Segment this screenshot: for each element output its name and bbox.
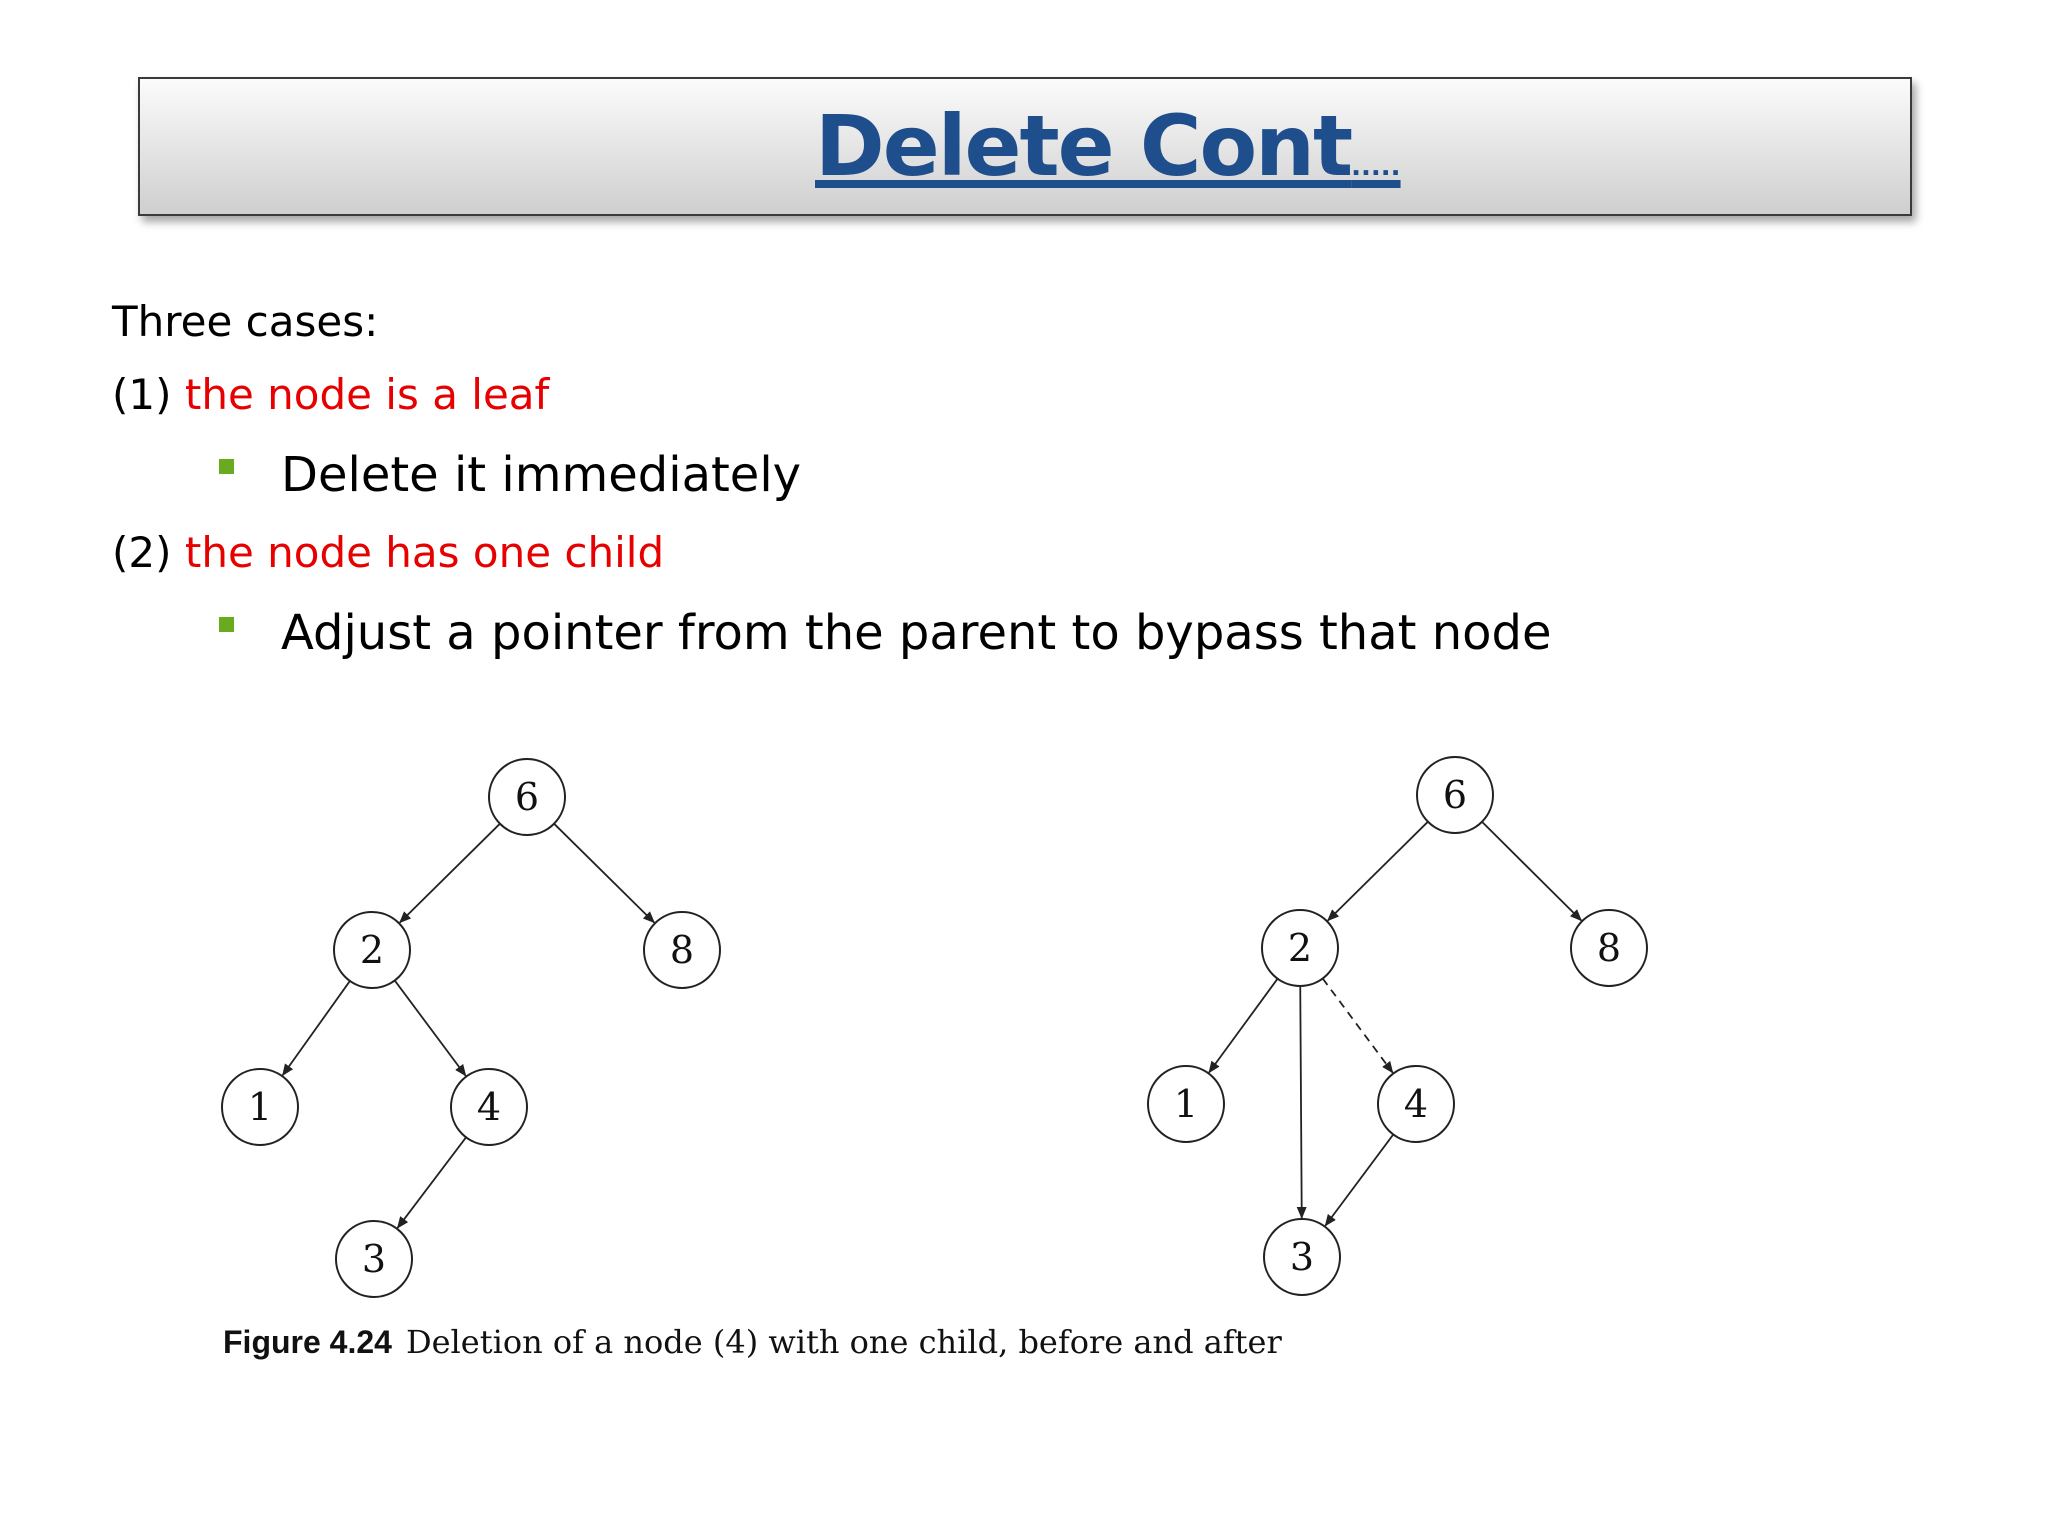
figure-caption [223,1320,1282,1364]
node-4-label: 4 [476,1085,502,1129]
intro-text: Three cases: [112,297,379,346]
slide-title-text: Delete Cont [815,97,1352,195]
edge-6-8 [554,824,654,923]
node-8-label: 8 [669,928,695,972]
case-1-label: the node is a leaf [184,370,550,419]
node-6-label: 6 [514,775,540,819]
slide-title-dots: ..... [1351,152,1401,182]
case-2-number: (2) [112,528,172,577]
edge-4-3 [1325,1134,1393,1225]
node-3-label: 3 [1289,1235,1315,1279]
node-8-label: 8 [1596,926,1622,970]
tree-before [222,759,720,1297]
node-6-label: 6 [1442,773,1468,817]
dashed-edge-2-4 [1323,978,1393,1072]
edge-4-3 [398,1137,467,1228]
figure-caption-text: Deletion of a node (4) with one child, before and after [405,1323,1282,1361]
edge-2-4 [395,980,466,1075]
node-4-label: 4 [1403,1082,1429,1126]
node-2-label: 2 [1287,926,1313,970]
node-1-label: 1 [247,1085,273,1129]
case-1-number: (1) [112,370,172,419]
tree-after [1148,757,1647,1295]
case-2-label: the node has one child [184,528,665,577]
edge-6-8 [1482,822,1581,921]
node-2-label: 2 [359,928,385,972]
node-3-label: 3 [361,1237,387,1281]
edge-2-3 [1300,986,1302,1218]
case-1-bullet: Delete it immediately [281,447,802,503]
edge-6-2 [1328,822,1428,921]
edge-2-1 [283,981,350,1075]
edge-6-2 [400,824,500,923]
figure-number: Figure 4.24 [223,1324,392,1360]
case-2-bullet: Adjust a pointer from the parent to bypass that node [281,605,1552,661]
edge-2-1 [1209,979,1278,1073]
node-1-label: 1 [1173,1082,1199,1126]
